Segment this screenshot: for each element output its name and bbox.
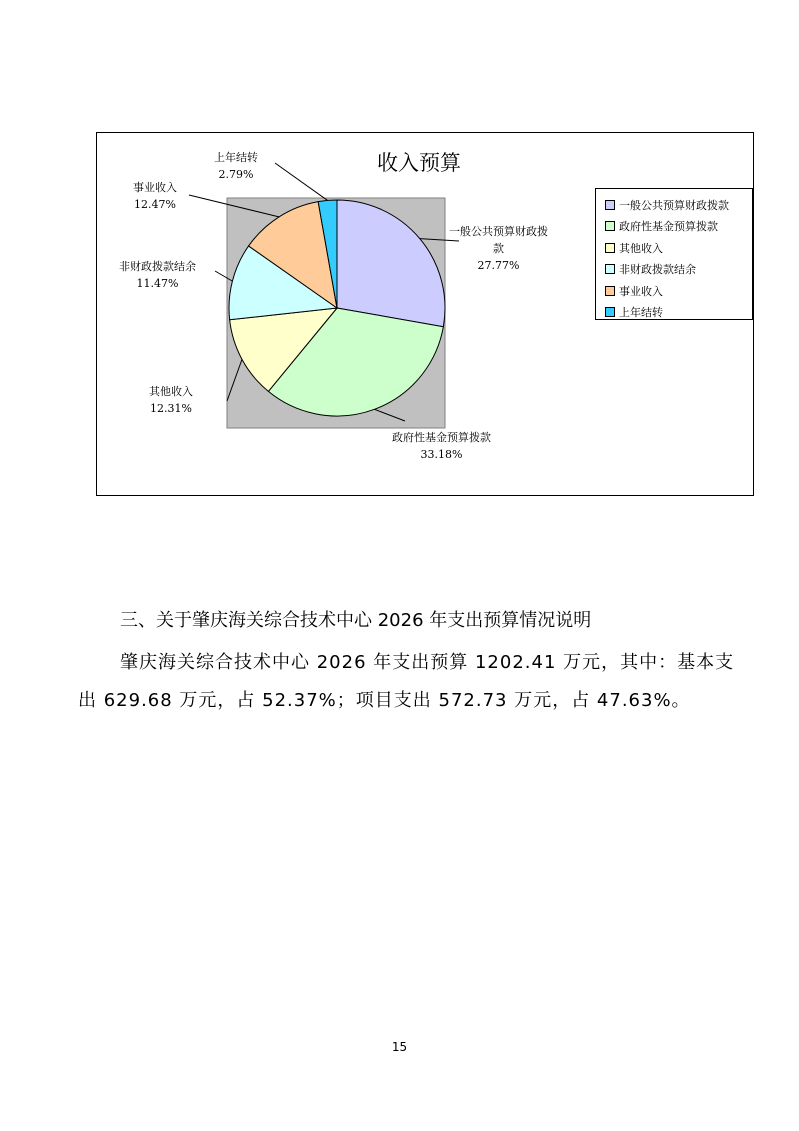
slice-label-business-income bbox=[133, 179, 177, 213]
pie-chart bbox=[96, 132, 754, 496]
legend-label: 非财政拨款结余 bbox=[619, 263, 696, 277]
legend-swatch bbox=[605, 264, 615, 274]
slice-label-text: 事业收入 bbox=[133, 181, 177, 194]
legend-label: 其他收入 bbox=[619, 241, 663, 255]
legend-swatch bbox=[605, 221, 615, 231]
legend-item bbox=[605, 216, 752, 238]
chart-legend bbox=[595, 188, 753, 320]
slice-percent: 12.31% bbox=[150, 402, 192, 415]
legend-label: 政府性基金预算拨款 bbox=[619, 220, 718, 234]
slice-percent: 33.18% bbox=[420, 448, 463, 461]
legend-item bbox=[605, 302, 752, 324]
legend-item bbox=[605, 194, 752, 216]
legend-item bbox=[605, 237, 752, 259]
legend-item bbox=[605, 280, 752, 302]
body-paragraph: 肇庆海关综合技术中心 2026 年支出预算 1202.41 万元，其中：基本支出 629.68 万元，占 52.37%；项目支出 572.73 万元，占 47.63%。 bbox=[78, 652, 735, 711]
slice-label-text: 其他收入 bbox=[149, 385, 193, 398]
legend-label: 事业收入 bbox=[619, 284, 663, 298]
legend-swatch bbox=[605, 286, 615, 296]
slice-label-general-budget bbox=[449, 223, 548, 274]
page-number: 15 bbox=[391, 1040, 408, 1054]
slice-percent: 27.77% bbox=[477, 259, 520, 272]
leader-line bbox=[275, 163, 328, 200]
slice-label-text: 一般公共预算财政拨 bbox=[449, 225, 548, 238]
legend-label: 上年结转 bbox=[619, 306, 663, 320]
slice-percent: 12.47% bbox=[134, 198, 176, 211]
legend-swatch bbox=[605, 307, 615, 317]
slice-label-text: 上年结转 bbox=[214, 151, 258, 164]
chart-title: 收入预算 bbox=[377, 151, 461, 175]
slice-label-non-fiscal-balance bbox=[119, 258, 196, 292]
legend-swatch bbox=[605, 200, 615, 210]
slice-label-text: 款 bbox=[493, 242, 504, 255]
slice-label-other-income bbox=[149, 383, 193, 417]
legend-swatch bbox=[605, 243, 615, 253]
legend-item bbox=[605, 259, 752, 281]
slice-label-fund-budget bbox=[392, 429, 491, 463]
legend-label: 一般公共预算财政拨款 bbox=[619, 198, 729, 212]
slice-percent: 2.79% bbox=[218, 168, 254, 181]
slice-label-text: 政府性基金预算拨款 bbox=[392, 431, 491, 444]
section-heading: 三、关于肇庆海关综合技术中心 2026 年支出预算情况说明 bbox=[120, 610, 592, 631]
slice-percent: 11.47% bbox=[136, 277, 179, 290]
slice-label-text: 非财政拨款结余 bbox=[119, 260, 196, 273]
slice-label-carryover bbox=[214, 149, 258, 183]
